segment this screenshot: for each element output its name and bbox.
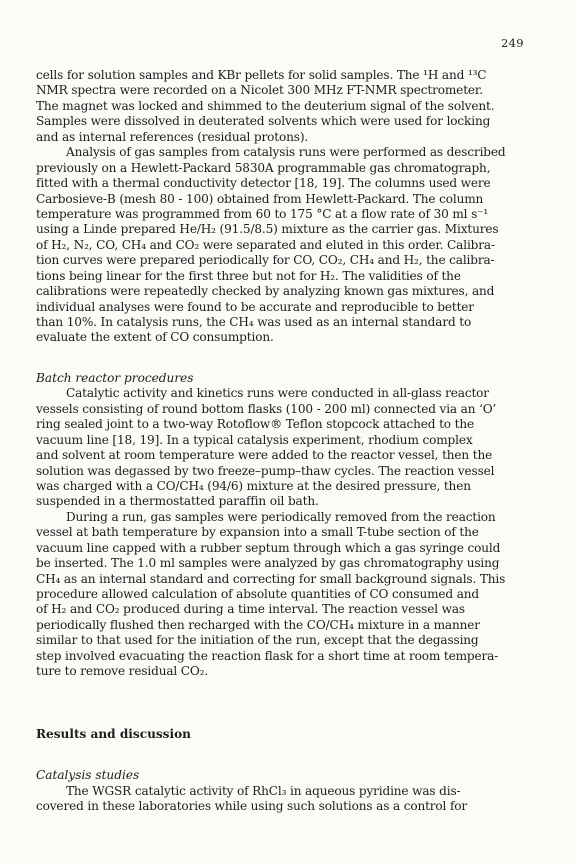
text-line: Catalytic activity and kinetics runs were conducted in all-glass reactor xyxy=(66,386,489,401)
text-line: and solvent at room temperature were added to the reactor vessel, then the xyxy=(36,448,493,463)
text-line: Carbosieve-B (mesh 80 - 100) obtained from Hewlett-Packard. The column xyxy=(36,191,484,206)
text-line: of H₂, N₂, CO, CH₄ and CO₂ were separated and eluted in this order. Calibra- xyxy=(36,237,495,252)
text-line: vessels consisting of round bottom flasks (100 - 200 ml) connected via an ‘O’ xyxy=(36,401,497,416)
text-line: fitted with a thermal conductivity detector [18, 19]. The columns used were xyxy=(36,176,491,191)
text-line: ture to remove residual CO₂. xyxy=(36,664,209,679)
text-line: vacuum line [18, 19]. In a typical catalysis experiment, rhodium complex xyxy=(36,432,473,447)
paragraph-gas-analysis xyxy=(36,145,536,346)
text-line: ring sealed joint to a two-way Rotoflow® Teflon stopcock attached to the xyxy=(36,417,474,432)
text-line: vessel at bath temperature by expansion into a small T-tube section of the xyxy=(36,525,479,540)
text-line: Samples were dissolved in deuterated solvents which were used for locking xyxy=(36,114,491,129)
text-line: NMR spectra were recorded on a Nicolet 300 MHz FT-NMR spectrometer. xyxy=(36,83,483,98)
paragraph-run-sampling xyxy=(36,510,536,680)
text-line: procedure allowed calculation of absolute quantities of CO consumed and xyxy=(36,587,480,601)
text-line: The magnet was locked and shimmed to the deuterium signal of the solvent. xyxy=(36,98,495,113)
page-number: 249 xyxy=(501,36,524,50)
text-line: previously on a Hewlett-Packard 5830A programmable gas chromatograph, xyxy=(36,160,491,175)
text-line: During a run, gas samples were periodically removed from the reaction xyxy=(66,509,496,524)
paragraph-batch-reactor xyxy=(36,386,536,510)
text-line: The WGSR catalytic activity of RhCl₃ in aqueous pyridine was dis- xyxy=(66,783,461,798)
text-line: individual analyses were found to be accurate and reproducible to better xyxy=(36,299,474,314)
text-line: was charged with a CO/CH₄ (94/6) mixture at the desired pressure, then xyxy=(36,478,471,493)
text-line: vacuum line capped with a rubber septum through which a gas syringe could xyxy=(36,540,501,555)
text-line: step involved evacuating the reaction flask for a short time at room tempera- xyxy=(36,648,499,663)
text-line: covered in these laboratories while using such solutions as a control for xyxy=(36,798,468,813)
text-line: solution was degassed by two freeze–pump–thaw cycles. The reaction vessel xyxy=(36,463,495,478)
text-line: of H₂ and CO₂ produced during a time interval. The reaction vessel was xyxy=(36,602,465,617)
text-line: calibrations were repeatedly checked by analyzing known gas mixtures, and xyxy=(36,284,495,299)
text-line: using a Linde prepared He/H₂ (91.5/8.5) mixture as the carrier gas. Mixtures xyxy=(36,222,499,237)
text-line: and as internal references (residual protons). xyxy=(36,129,309,144)
text-line: cells for solution samples and KBr pellets for solid samples. The ¹H and ¹³C xyxy=(36,68,487,82)
text-line: Analysis of gas samples from catalysis runs were performed as described xyxy=(66,145,506,160)
text-line: tion curves were prepared periodically for CO, CO₂, CH₄ and H₂, the calibra- xyxy=(36,253,495,268)
subsection-heading-catalysis: Catalysis studies xyxy=(36,768,140,783)
paragraph-catalysis xyxy=(36,784,536,815)
text-line: similar to that used for the initiation of the run, except that the degassing xyxy=(36,633,479,648)
text-line: tions being linear for the first three but not for H₂. The validities of the xyxy=(36,268,461,283)
body-text xyxy=(36,68,536,814)
text-line: be inserted. The 1.0 ml samples were analyzed by gas chromatography using xyxy=(36,556,500,571)
text-line: CH₄ as an internal standard and correcting for small background signals. This xyxy=(36,571,506,586)
section-heading-batch-reactor: Batch reactor procedures xyxy=(36,370,194,385)
paragraph-nmr xyxy=(36,68,536,145)
text-line: than 10%. In catalysis runs, the CH₄ was used as an internal standard to xyxy=(36,315,472,329)
text-line: suspended in a thermostatted paraffin oil bath. xyxy=(36,494,319,509)
section-heading-results: Results and discussion xyxy=(36,726,191,741)
text-line: evaluate the extent of CO consumption. xyxy=(36,330,274,345)
text-line: temperature was programmed from 60 to 175 °C at a flow rate of 30 ml s⁻¹ xyxy=(36,206,489,221)
text-line: periodically flushed then recharged with the CO/CH₄ mixture in a manner xyxy=(36,617,480,632)
